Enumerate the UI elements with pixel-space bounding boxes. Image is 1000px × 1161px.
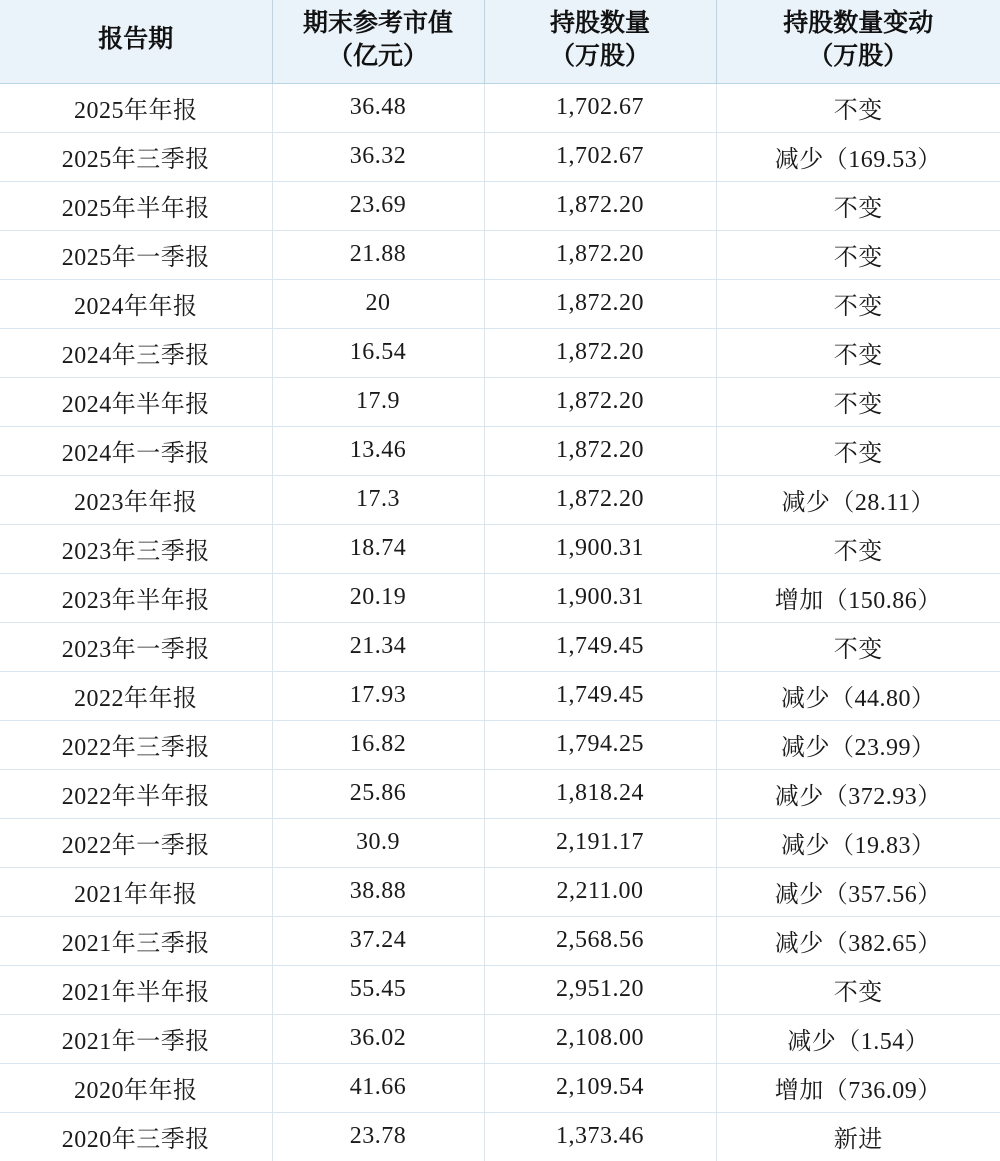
table-row bbox=[0, 329, 1000, 378]
cell-period: 2023年年报 bbox=[0, 476, 272, 525]
cell-shares: 1,794.25 bbox=[484, 721, 716, 770]
cell-market-value: 55.45 bbox=[272, 966, 484, 1015]
cell-shares: 1,872.20 bbox=[484, 476, 716, 525]
cell-market-value: 20 bbox=[272, 280, 484, 329]
table-row bbox=[0, 623, 1000, 672]
cell-period: 2024年年报 bbox=[0, 280, 272, 329]
column-header-market-value bbox=[272, 0, 484, 84]
table-row bbox=[0, 1064, 1000, 1113]
cell-shares-change: 减少（382.65） bbox=[716, 917, 1000, 966]
column-header-market-value-line2: （亿元） bbox=[277, 41, 480, 74]
cell-market-value: 36.02 bbox=[272, 1015, 484, 1064]
table-header-row bbox=[0, 0, 1000, 84]
column-header-period-line1: 报告期 bbox=[4, 24, 268, 57]
cell-shares: 1,373.46 bbox=[484, 1113, 716, 1161]
cell-shares-change: 不变 bbox=[716, 427, 1000, 476]
cell-shares: 1,702.67 bbox=[484, 133, 716, 182]
cell-period: 2025年三季报 bbox=[0, 133, 272, 182]
table-row bbox=[0, 819, 1000, 868]
cell-period: 2024年一季报 bbox=[0, 427, 272, 476]
cell-shares: 2,211.00 bbox=[484, 868, 716, 917]
cell-shares-change: 不变 bbox=[716, 231, 1000, 280]
cell-market-value: 37.24 bbox=[272, 917, 484, 966]
cell-shares: 1,749.45 bbox=[484, 623, 716, 672]
cell-shares-change: 减少（372.93） bbox=[716, 770, 1000, 819]
cell-period: 2022年半年报 bbox=[0, 770, 272, 819]
cell-market-value: 17.93 bbox=[272, 672, 484, 721]
cell-shares: 1,872.20 bbox=[484, 427, 716, 476]
cell-market-value: 17.3 bbox=[272, 476, 484, 525]
table-row bbox=[0, 525, 1000, 574]
cell-period: 2023年半年报 bbox=[0, 574, 272, 623]
cell-period: 2021年半年报 bbox=[0, 966, 272, 1015]
cell-shares: 1,900.31 bbox=[484, 574, 716, 623]
table-row bbox=[0, 280, 1000, 329]
table-row bbox=[0, 427, 1000, 476]
cell-period: 2025年年报 bbox=[0, 84, 272, 133]
cell-shares: 2,108.00 bbox=[484, 1015, 716, 1064]
cell-shares-change: 增加（736.09） bbox=[716, 1064, 1000, 1113]
table-row bbox=[0, 182, 1000, 231]
table-row bbox=[0, 378, 1000, 427]
cell-shares: 1,818.24 bbox=[484, 770, 716, 819]
column-header-shares-change-line2: （万股） bbox=[721, 41, 997, 74]
cell-shares: 2,951.20 bbox=[484, 966, 716, 1015]
cell-market-value: 18.74 bbox=[272, 525, 484, 574]
cell-shares: 1,872.20 bbox=[484, 378, 716, 427]
cell-shares-change: 不变 bbox=[716, 182, 1000, 231]
table-row bbox=[0, 721, 1000, 770]
cell-shares-change: 减少（44.80） bbox=[716, 672, 1000, 721]
cell-shares-change: 不变 bbox=[716, 378, 1000, 427]
cell-market-value: 25.86 bbox=[272, 770, 484, 819]
cell-market-value: 41.66 bbox=[272, 1064, 484, 1113]
table-row bbox=[0, 1015, 1000, 1064]
cell-period: 2025年一季报 bbox=[0, 231, 272, 280]
cell-period: 2023年一季报 bbox=[0, 623, 272, 672]
cell-period: 2022年年报 bbox=[0, 672, 272, 721]
cell-shares-change: 减少（169.53） bbox=[716, 133, 1000, 182]
cell-market-value: 23.78 bbox=[272, 1113, 484, 1161]
cell-period: 2023年三季报 bbox=[0, 525, 272, 574]
cell-shares-change: 新进 bbox=[716, 1113, 1000, 1161]
table-row bbox=[0, 917, 1000, 966]
cell-market-value: 17.9 bbox=[272, 378, 484, 427]
table-row bbox=[0, 574, 1000, 623]
table-row bbox=[0, 1113, 1000, 1161]
cell-period: 2022年三季报 bbox=[0, 721, 272, 770]
cell-shares-change: 不变 bbox=[716, 280, 1000, 329]
table-row bbox=[0, 770, 1000, 819]
cell-shares-change: 减少（357.56） bbox=[716, 868, 1000, 917]
cell-market-value: 21.34 bbox=[272, 623, 484, 672]
column-header-market-value-line1: 期末参考市值 bbox=[277, 8, 480, 41]
table-header bbox=[0, 0, 1000, 84]
cell-shares-change: 不变 bbox=[716, 525, 1000, 574]
cell-shares: 1,872.20 bbox=[484, 280, 716, 329]
cell-shares: 1,872.20 bbox=[484, 329, 716, 378]
cell-market-value: 38.88 bbox=[272, 868, 484, 917]
cell-market-value: 30.9 bbox=[272, 819, 484, 868]
cell-period: 2022年一季报 bbox=[0, 819, 272, 868]
cell-shares: 1,872.20 bbox=[484, 231, 716, 280]
cell-shares-change: 增加（150.86） bbox=[716, 574, 1000, 623]
cell-shares: 1,749.45 bbox=[484, 672, 716, 721]
cell-period: 2020年年报 bbox=[0, 1064, 272, 1113]
cell-shares: 2,568.56 bbox=[484, 917, 716, 966]
cell-shares-change: 不变 bbox=[716, 623, 1000, 672]
cell-period: 2020年三季报 bbox=[0, 1113, 272, 1161]
cell-period: 2024年三季报 bbox=[0, 329, 272, 378]
cell-shares: 1,702.67 bbox=[484, 84, 716, 133]
column-header-shares-change-line1: 持股数量变动 bbox=[721, 8, 997, 41]
cell-shares: 1,900.31 bbox=[484, 525, 716, 574]
table-row bbox=[0, 966, 1000, 1015]
table-row bbox=[0, 133, 1000, 182]
cell-period: 2021年三季报 bbox=[0, 917, 272, 966]
cell-shares-change: 减少（23.99） bbox=[716, 721, 1000, 770]
column-header-shares-line2: （万股） bbox=[489, 41, 712, 74]
cell-shares-change: 减少（28.11） bbox=[716, 476, 1000, 525]
table-row bbox=[0, 868, 1000, 917]
cell-shares-change: 减少（19.83） bbox=[716, 819, 1000, 868]
cell-market-value: 13.46 bbox=[272, 427, 484, 476]
table-row bbox=[0, 231, 1000, 280]
cell-market-value: 36.48 bbox=[272, 84, 484, 133]
cell-period: 2021年一季报 bbox=[0, 1015, 272, 1064]
cell-shares: 2,191.17 bbox=[484, 819, 716, 868]
cell-shares: 1,872.20 bbox=[484, 182, 716, 231]
cell-shares-change: 不变 bbox=[716, 329, 1000, 378]
table-body bbox=[0, 84, 1000, 1161]
cell-market-value: 20.19 bbox=[272, 574, 484, 623]
cell-market-value: 21.88 bbox=[272, 231, 484, 280]
cell-shares-change: 减少（1.54） bbox=[716, 1015, 1000, 1064]
cell-period: 2021年年报 bbox=[0, 868, 272, 917]
column-header-shares-line1: 持股数量 bbox=[489, 8, 712, 41]
cell-market-value: 16.82 bbox=[272, 721, 484, 770]
cell-shares-change: 不变 bbox=[716, 966, 1000, 1015]
cell-shares-change: 不变 bbox=[716, 84, 1000, 133]
column-header-shares bbox=[484, 0, 716, 84]
table-row bbox=[0, 476, 1000, 525]
column-header-shares-change bbox=[716, 0, 1000, 84]
cell-period: 2025年半年报 bbox=[0, 182, 272, 231]
cell-market-value: 36.32 bbox=[272, 133, 484, 182]
cell-market-value: 16.54 bbox=[272, 329, 484, 378]
cell-market-value: 23.69 bbox=[272, 182, 484, 231]
table-row bbox=[0, 84, 1000, 133]
cell-shares: 2,109.54 bbox=[484, 1064, 716, 1113]
column-header-period bbox=[0, 0, 272, 84]
table-row bbox=[0, 672, 1000, 721]
cell-period: 2024年半年报 bbox=[0, 378, 272, 427]
